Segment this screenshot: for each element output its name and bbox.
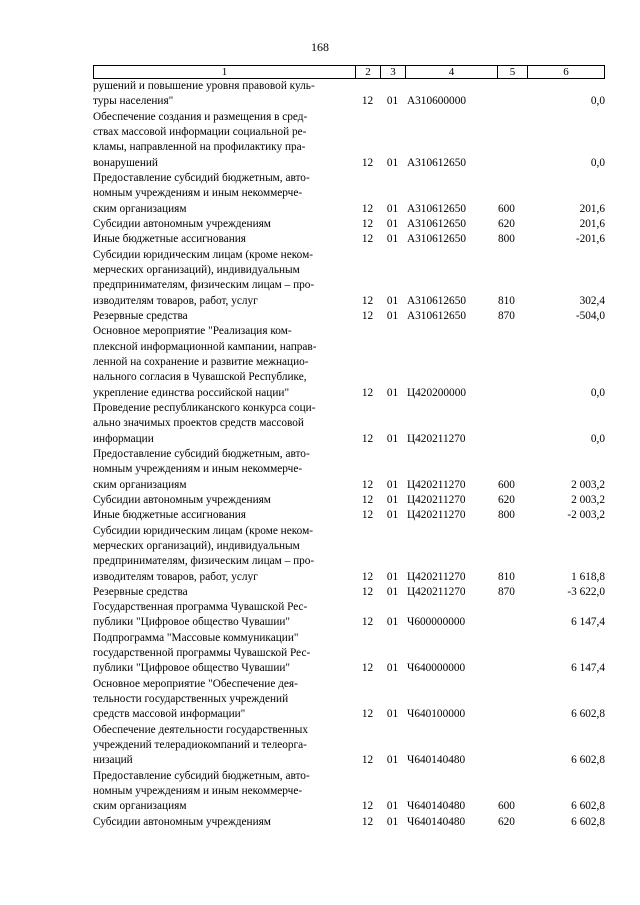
description-line: ским организациям [93,202,187,215]
cell-amount: 302,4 [579,294,605,307]
description-line: номным учреждениям и иным некоммерче- [93,463,303,476]
cell-section: 12 [361,478,374,491]
cell-amount: 2 003,2 [571,478,605,491]
cell-section: 12 [361,156,374,169]
header-col-1: 1 [93,65,355,79]
description-line: Иные бюджетные ассигнования [93,233,246,246]
description-line: рушений и повышение уровня правовой куль- [93,80,315,92]
header-col-6: 6 [527,65,605,79]
cell-subsection: 01 [386,585,399,598]
row-description [93,677,355,723]
row-description [93,631,355,677]
header-col-5: 5 [497,65,527,79]
cell-subsection: 01 [386,386,399,399]
table-row [93,232,605,247]
row-description [93,508,355,523]
table-row [93,769,605,815]
description-line: предпринимателям, физическим лицам – про- [93,279,315,292]
cell-subsection: 01 [386,156,399,169]
cell-section: 12 [361,509,374,522]
description-line: Резервные средства [93,585,188,598]
cell-section: 12 [361,309,374,322]
description-line: публики "Цифровое общество Чувашии" [93,662,291,675]
cell-subsection: 01 [386,815,399,828]
cell-subsection: 01 [386,570,399,583]
description-line: ским организациям [93,800,187,813]
cell-amount: 201,6 [579,217,605,230]
description-line: ально значимых проектов средств массовой [93,417,304,430]
cell-expense-type: 870 [498,309,515,322]
table-row [93,723,605,769]
cell-amount: -3 622,0 [567,585,605,598]
page-number: 168 [311,40,329,54]
cell-subsection: 01 [386,708,399,721]
description-line: учреждений телерадиокомпаний и телеорга- [93,739,307,752]
header-col-3: 3 [380,65,405,79]
description-line: Основное мероприятие "Реализация ком- [93,325,292,338]
description-line: вонарушений [93,156,158,169]
cell-amount: 6 147,4 [571,662,605,675]
cell-section: 12 [361,616,374,629]
cell-expense-type: 600 [498,202,515,215]
row-description [93,79,355,110]
table-body [93,79,605,830]
table-header [93,65,605,78]
cell-subsection: 01 [386,478,399,491]
cell-section: 12 [361,294,374,307]
table-row [93,79,605,110]
cell-amount: -504,0 [575,309,605,322]
cell-expense-type: 870 [498,585,515,598]
row-description [93,401,355,447]
cell-section: 12 [361,95,374,108]
cell-target-article: Ц420211270 [407,509,466,522]
description-line: низаций [93,754,133,767]
cell-section: 12 [361,570,374,583]
cell-expense-type: 800 [498,509,515,522]
cell-amount: 6 602,8 [571,815,605,828]
cell-target-article: А310612650 [407,233,466,246]
description-line: государственной программы Чувашской Рес- [93,647,311,660]
description-line: номным учреждениям и иным некоммерче- [93,187,303,200]
description-line: Обеспечение деятельности государственных [93,723,309,736]
cell-amount: 6 602,8 [571,708,605,721]
cell-section: 12 [361,233,374,246]
row-description [93,324,355,401]
description-line: информации [93,432,154,445]
row-description [93,248,355,309]
description-line: нального согласия в Чувашской Республике, [93,371,307,384]
row-description [93,769,355,815]
row-description [93,815,355,830]
cell-subsection: 01 [386,493,399,506]
cell-target-article: Ц420211270 [407,585,466,598]
cell-amount: 0,0 [590,95,605,108]
table-row [93,309,605,324]
cell-expense-type: 810 [498,294,515,307]
cell-section: 12 [361,432,374,445]
table-row [93,324,605,401]
description-line: укрепление единства российской нации" [93,386,290,399]
row-description [93,585,355,600]
description-line: ленной на сохранение и развитие межнацио- [93,355,309,368]
cell-target-article: А310612650 [407,202,466,215]
table-row [93,815,605,830]
table-row [93,248,605,309]
table-row [93,401,605,447]
cell-expense-type: 600 [498,800,515,813]
cell-amount: 0,0 [590,156,605,169]
description-line: Субсидии автономным учреждениям [93,217,271,230]
cell-target-article: А310600000 [407,95,466,108]
row-description [93,447,355,493]
description-line: Субсидии юридическим лицам (кроме неком- [93,524,314,537]
cell-expense-type: 800 [498,233,515,246]
cell-expense-type: 620 [498,217,515,230]
cell-subsection: 01 [386,432,399,445]
description-line: ствах массовой информации социальной ре- [93,125,307,138]
cell-section: 12 [361,493,374,506]
cell-amount: 6 602,8 [571,800,605,813]
table-row [93,585,605,600]
table-row [93,631,605,677]
description-line: туры населения" [93,95,174,108]
description-line: Предоставление субсидий бюджетным, авто- [93,769,310,782]
cell-amount: 0,0 [590,432,605,445]
description-line: изводителям товаров, работ, услуг [93,570,258,583]
description-line: ским организациям [93,478,187,491]
table-row [93,508,605,523]
table-row [93,171,605,217]
description-line: Иные бюджетные ассигнования [93,509,246,522]
header-col-2: 2 [355,65,380,79]
description-line: Основное мероприятие "Обеспечение дея- [93,677,298,690]
cell-amount: -201,6 [575,233,605,246]
cell-amount: 201,6 [579,202,605,215]
table-row [93,217,605,232]
cell-subsection: 01 [386,800,399,813]
cell-expense-type: 810 [498,570,515,583]
cell-target-article: Ч640100000 [407,708,466,721]
cell-subsection: 01 [386,509,399,522]
table-row [93,524,605,585]
description-line: Государственная программа Чувашской Рес- [93,601,308,614]
table-row [93,447,605,493]
description-line: тельности государственных учреждений [93,693,289,706]
cell-subsection: 01 [386,202,399,215]
cell-expense-type: 600 [498,478,515,491]
cell-target-article: Ч640000000 [407,662,466,675]
cell-target-article: А310612650 [407,217,466,230]
cell-target-article: Ч640140480 [407,815,466,828]
cell-target-article: Ц420211270 [407,432,466,445]
cell-subsection: 01 [386,294,399,307]
description-line: кламы, направленной на профилактику пра- [93,141,306,154]
cell-section: 12 [361,754,374,767]
table-row [93,677,605,723]
cell-section: 12 [361,662,374,675]
cell-section: 12 [361,386,374,399]
cell-subsection: 01 [386,95,399,108]
description-line: мерческих организаций), индивидуальным [93,263,300,276]
cell-amount: 6 602,8 [571,754,605,767]
cell-expense-type: 620 [498,493,515,506]
description-line: Проведение республиканского конкурса соци- [93,401,316,414]
header-col-4: 4 [405,65,497,79]
description-line: Субсидии юридическим лицам (кроме неком- [93,248,314,261]
row-description [93,493,355,508]
cell-target-article: Ч640140480 [407,754,466,767]
cell-section: 12 [361,202,374,215]
description-line: изводителям товаров, работ, услуг [93,294,258,307]
table-row [93,110,605,171]
description-line: номным учреждениям и иным некоммерче- [93,785,303,798]
description-line: мерческих организаций), индивидуальным [93,539,300,552]
description-line: плексной информационной кампании, направ- [93,340,317,353]
table-row [93,493,605,508]
description-line: Субсидии автономным учреждениям [93,815,271,828]
row-description [93,217,355,232]
cell-subsection: 01 [386,309,399,322]
cell-target-article: Ч640140480 [407,800,466,813]
row-description [93,232,355,247]
cell-target-article: Ц420211270 [407,493,466,506]
cell-target-article: А310612650 [407,309,466,322]
description-line: Предоставление субсидий бюджетным, авто- [93,171,310,184]
cell-amount: 0,0 [590,386,605,399]
description-line: предпринимателям, физическим лицам – про- [93,555,315,568]
row-description [93,600,355,631]
row-description [93,171,355,217]
row-description [93,723,355,769]
description-line: Субсидии автономным учреждениям [93,493,271,506]
cell-section: 12 [361,585,374,598]
description-line: Резервные средства [93,309,188,322]
cell-amount: -2 003,2 [567,509,605,522]
description-line: Предоставление субсидий бюджетным, авто- [93,447,310,460]
cell-target-article: Ц420211270 [407,570,466,583]
cell-section: 12 [361,815,374,828]
cell-section: 12 [361,800,374,813]
cell-expense-type: 620 [498,815,515,828]
cell-subsection: 01 [386,754,399,767]
cell-subsection: 01 [386,616,399,629]
description-line: средств массовой информации" [93,708,246,721]
row-description [93,110,355,171]
cell-amount: 6 147,4 [571,616,605,629]
cell-target-article: Ц420200000 [407,386,466,399]
table-row [93,600,605,631]
cell-amount: 1 618,8 [571,570,605,583]
description-line: публики "Цифровое общество Чувашии" [93,616,291,629]
cell-subsection: 01 [386,233,399,246]
row-description [93,309,355,324]
cell-target-article: А310612650 [407,294,466,307]
description-line: Подпрограмма "Массовые коммуникации" [93,631,299,644]
cell-section: 12 [361,217,374,230]
cell-section: 12 [361,708,374,721]
cell-subsection: 01 [386,662,399,675]
row-description [93,524,355,585]
cell-subsection: 01 [386,217,399,230]
cell-target-article: А310612650 [407,156,466,169]
cell-amount: 2 003,2 [571,493,605,506]
description-line: Обеспечение создания и размещения в сред- [93,110,308,123]
cell-target-article: Ц420211270 [407,478,466,491]
cell-target-article: Ч600000000 [407,616,466,629]
